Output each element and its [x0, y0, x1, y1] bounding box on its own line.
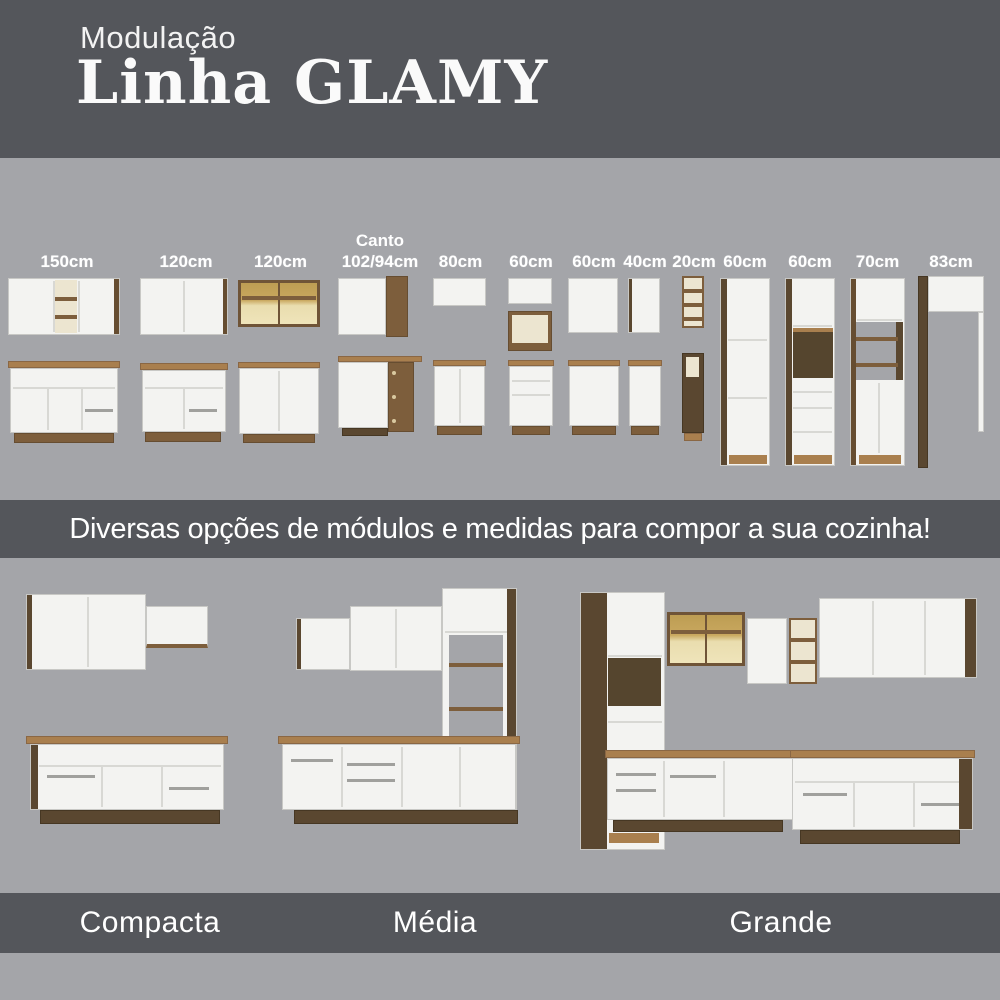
corner-wood-door [388, 362, 414, 432]
open-tower-right-panel [978, 312, 984, 432]
glass-wall-cabinet-illustration [667, 612, 745, 666]
header-kicker: Modulação [80, 20, 237, 55]
module-60cm-niche [508, 158, 554, 500]
module-80cm [433, 158, 488, 500]
wall-cabinet-illustration [628, 278, 660, 333]
tall-cabinet-oven-illustration [785, 278, 835, 466]
base-cabinet-illustration [569, 366, 619, 426]
base-cabinet-illustration [239, 368, 319, 434]
base-cabinet-left-illustration [607, 758, 800, 820]
countertop [8, 361, 120, 368]
kitchen-compacta-illustration [25, 558, 235, 888]
plinth-left [613, 820, 783, 832]
plinth [14, 433, 114, 443]
wall-cabinet-illustration [508, 278, 552, 304]
module-20cm [672, 158, 716, 500]
module-size-label: 102/94cm [341, 252, 419, 271]
module-size-label: 83cm [929, 252, 973, 271]
open-niche-illustration [508, 311, 552, 351]
plinth [437, 426, 482, 435]
base-cabinet-right-illustration [792, 758, 973, 830]
corner-wood-panel [386, 276, 408, 337]
module-size-label: 60cm [509, 252, 553, 271]
base-cabinet-illustration [282, 744, 516, 810]
wall-cabinet-step-illustration [146, 606, 208, 648]
countertop-right [790, 750, 975, 758]
countertop [26, 736, 228, 744]
countertop [278, 736, 520, 744]
wall-cabinet-illustration [350, 606, 442, 671]
tall-narrow-unit-illustration [682, 353, 704, 433]
plinth [40, 810, 220, 824]
module-60cm-tall-oven [785, 158, 835, 500]
modules-section [0, 158, 1000, 500]
wall-cabinet-right-run-illustration [819, 598, 977, 678]
wall-cabinet-illustration [26, 594, 146, 670]
base-cabinet-illustration [629, 366, 661, 426]
module-60cm [568, 158, 620, 500]
kitchen-media-illustration [278, 558, 530, 888]
corner-open-shelves-illustration [789, 618, 817, 684]
module-size-label: 120cm [159, 252, 213, 271]
header-band [0, 0, 1000, 158]
kitchens-section [0, 558, 1000, 893]
wall-cabinet-illustration [433, 278, 486, 306]
module-70cm-tall [850, 158, 905, 500]
module-size-label-prefix: Canto [355, 231, 405, 250]
module-size-label: 20cm [672, 252, 716, 271]
base-cabinet-illustration [10, 368, 118, 433]
module-size-label: 70cm [855, 252, 900, 271]
countertop [140, 363, 228, 370]
plinth [572, 426, 616, 435]
wall-cabinet-illustration [568, 278, 618, 333]
module-120cm [140, 158, 232, 500]
plinth [631, 426, 659, 435]
module-size-label: 60cm [572, 252, 616, 271]
corner-wall-cabinet-illustration [338, 278, 386, 335]
tall-shelf-cabinet-illustration [850, 278, 905, 466]
plinth-right [800, 830, 960, 844]
base-cabinet-illustration [30, 744, 224, 810]
module-83cm-open [918, 158, 984, 500]
wall-cabinet-illustration [8, 278, 120, 335]
open-tower-top-door [928, 276, 984, 312]
module-60cm-tall-pantry [720, 158, 770, 500]
plinth [243, 434, 315, 443]
glass-wall-cabinet-illustration [238, 280, 320, 327]
plinth [342, 428, 388, 436]
module-size-label: 120cm [254, 252, 307, 271]
wall-cabinet-illustration [140, 278, 228, 335]
banner-text: Diversas opções de módulos e medidas para compor a sua cozinha! [69, 513, 931, 545]
drawer-base-illustration [509, 366, 553, 426]
page-title: Linha GLAMY [76, 48, 549, 118]
module-40cm [623, 158, 667, 500]
module-size-label: 40cm [623, 252, 667, 271]
kitchen-label-compacta: Compacta [79, 906, 221, 939]
module-120cm-glass [238, 158, 323, 500]
countertop-left [605, 750, 800, 758]
module-150cm [8, 158, 126, 500]
module-size-label: 60cm [788, 252, 832, 271]
module-canto-102-94cm [338, 158, 422, 500]
module-size-label: 60cm [723, 252, 767, 271]
plinth [145, 432, 221, 442]
wall-cabinet-small-illustration [296, 618, 350, 670]
module-size-label: 150cm [40, 252, 94, 271]
corner-base-cabinet-illustration [338, 362, 388, 428]
open-shelf-unit-illustration [682, 276, 704, 328]
footer-band [0, 893, 1000, 953]
module-size-label: 80cm [438, 252, 483, 271]
banner-band [0, 500, 1000, 558]
kitchen-label-media: Média [392, 906, 478, 939]
base-cabinet-illustration [142, 370, 226, 432]
tall-cabinet-illustration [720, 278, 770, 466]
base-cabinet-illustration [434, 366, 485, 426]
plinth [512, 426, 550, 435]
plinth [684, 433, 702, 441]
kitchen-grande-illustration [580, 558, 977, 888]
plinth [294, 810, 518, 824]
wall-cabinet-mid-illustration [747, 618, 787, 684]
kitchen-label-grande: Grande [729, 906, 833, 939]
footer-strip [0, 953, 1000, 1000]
open-tower-side-panel [918, 276, 928, 468]
